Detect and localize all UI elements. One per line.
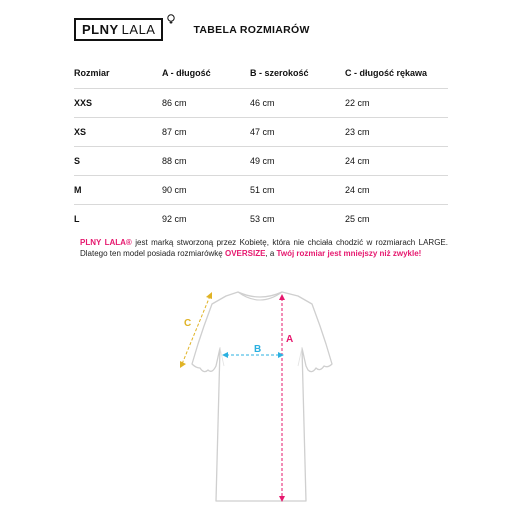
col-header-sleeve: C - długość rękawa: [345, 68, 428, 78]
measure-b-label: B: [254, 344, 262, 355]
note-text-2: , a: [265, 248, 277, 258]
cell-width: 47 cm: [250, 118, 345, 147]
measure-c-arrow-top: [206, 292, 212, 299]
page-title: TABELA ROZMIARÓW: [193, 23, 310, 36]
table-header-row: [74, 66, 448, 89]
measure-c-label: C: [184, 318, 192, 329]
dress-outline: [192, 292, 332, 501]
cell-length: 90 cm: [162, 176, 250, 205]
dress-diagram: [170, 286, 350, 510]
cell-length: 87 cm: [162, 118, 250, 147]
cell-sleeve: 24 cm: [345, 176, 448, 205]
cell-width: 51 cm: [250, 176, 345, 205]
cell-size: M: [74, 176, 162, 205]
cell-length: 88 cm: [162, 147, 250, 176]
size-table: [74, 66, 448, 233]
note-oversize: OVERSIZE: [224, 248, 266, 258]
measure-b-arrow-right: [278, 352, 284, 358]
table-row: [74, 89, 448, 118]
cell-size: XXS: [74, 89, 162, 118]
note-text-1: jest marką stworzoną przez Kobietę, która nie chciała chodzić w rozmiarach LARGE. Dlatego ten model posiada rozmiarówkę: [80, 238, 448, 258]
cell-width: 49 cm: [250, 147, 345, 176]
cell-size: XS: [74, 118, 162, 147]
table-row: [74, 205, 448, 234]
table-row: [74, 147, 448, 176]
registered-icon: [166, 14, 176, 24]
cell-sleeve: 24 cm: [345, 147, 448, 176]
note-emphasis: Twój rozmiar jest mniejszy niż zwykle!: [276, 248, 422, 258]
table-row: [74, 118, 448, 147]
measure-b-arrow-left: [222, 352, 228, 358]
measure-a-arrow-top: [279, 294, 285, 300]
header: [74, 18, 310, 41]
col-header-length: A - długość: [162, 68, 211, 78]
measure-c-line: [182, 296, 210, 364]
cell-width: 53 cm: [250, 205, 345, 234]
logo-bold: PLNY: [82, 22, 119, 37]
table-row: [74, 176, 448, 205]
cell-width: 46 cm: [250, 89, 345, 118]
brand-logo: [74, 18, 163, 41]
logo-light: LALA: [121, 22, 156, 37]
cell-sleeve: 22 cm: [345, 89, 448, 118]
cell-size: S: [74, 147, 162, 176]
cell-sleeve: 25 cm: [345, 205, 448, 234]
cell-sleeve: 23 cm: [345, 118, 448, 147]
col-header-width: B - szerokość: [250, 68, 309, 78]
cell-size: L: [74, 205, 162, 234]
brand-note: [80, 238, 448, 259]
col-header-size: Rozmiar: [74, 68, 110, 78]
measure-a-label: A: [286, 334, 294, 345]
cell-length: 86 cm: [162, 89, 250, 118]
note-brand: PLNY LALA®: [80, 238, 132, 247]
cell-length: 92 cm: [162, 205, 250, 234]
